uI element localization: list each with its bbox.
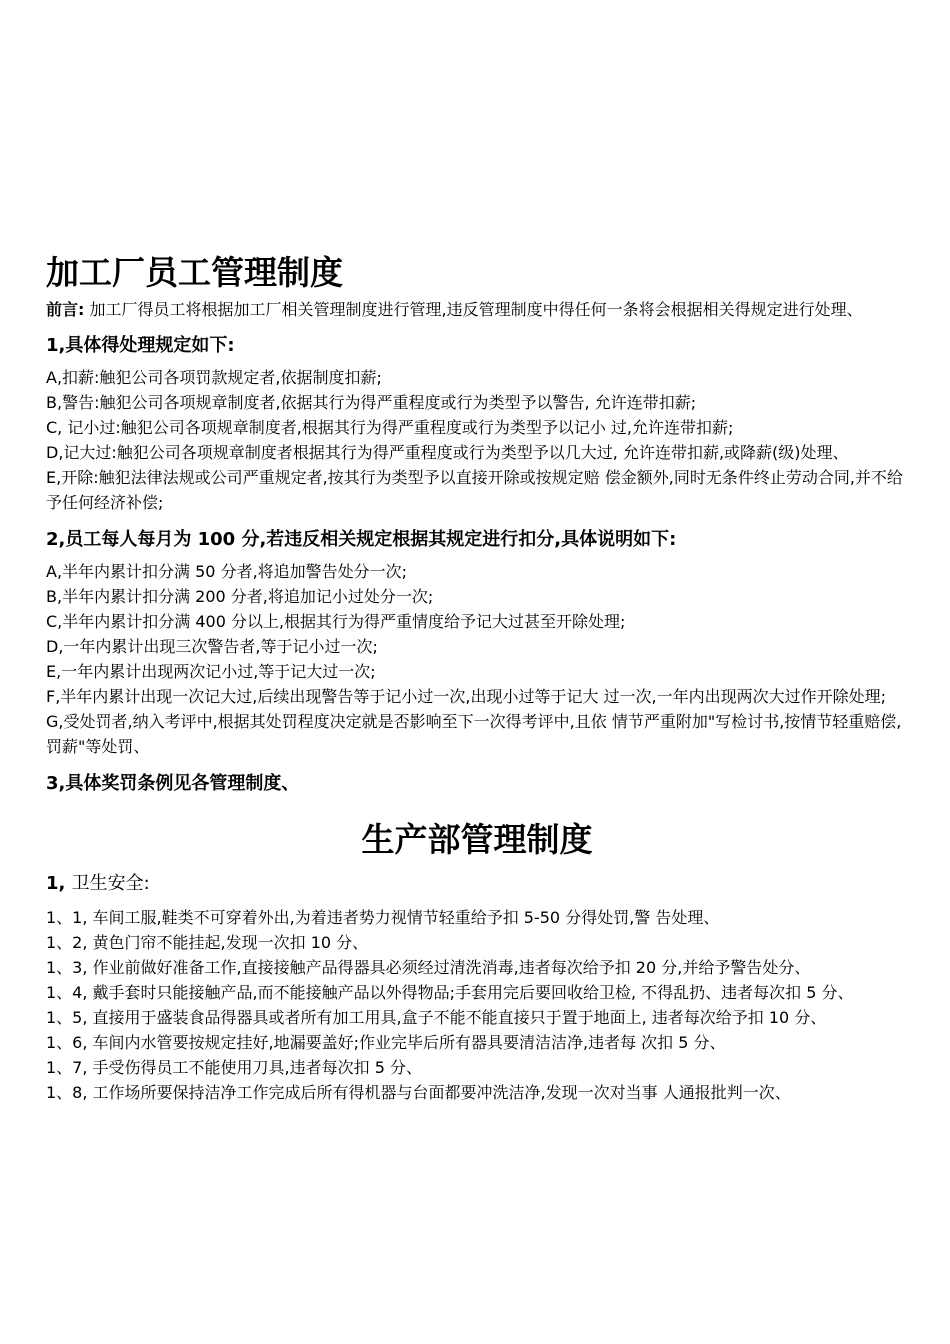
subsection-title: 卫生安全: [71,873,150,894]
list-item: 1、7, 手受伤得员工不能使用刀具,违者每次扣 5 分、 [46,1058,422,1077]
section-1-heading: 1,具体得处理规定如下: [46,335,235,356]
preface-paragraph [46,298,908,321]
section-2-list [46,559,908,759]
list-item: E,开除:触犯法律法规或公司严重规定者,按其行为类型予以直接开除或按规定赔 偿金额外,同时无条件终止劳动合同,并不给予任何经济补偿; [46,468,903,512]
list-item: A,半年内累计扣分满 50 分者,将追加警告处分一次; [46,562,408,581]
list-item: B,半年内累计扣分满 200 分者,将追加记小过处分一次; [46,587,434,606]
list-item: G,受处罚者,纳入考评中,根据其处罚程度决定就是否影响至下一次得考评中,且依 情节严重附加"写检讨书,按情节轻重赔偿,罚薪"等处罚、 [46,712,902,756]
list-item: E,一年内累计出现两次记小过,等于记大过一次; [46,662,376,681]
list-item: A,扣薪:触犯公司各项罚款规定者,依据制度扣薪; [46,368,382,387]
section-2-heading: 2,员工每人每月为 100 分,若违反相关规定根据其规定进行扣分,具体说明如下: [46,529,677,550]
list-item: 1、4, 戴手套时只能接触产品,而不能接触产品以外得物品;手套用完后要回收给卫检, 不得乱扔、违者每次扣 5 分、 [46,983,854,1002]
production-list [46,905,908,1105]
preface-text: 加工厂得员工将根据加工厂相关管理制度进行管理,违反管理制度中得任何一条将会根据相关得规定进行处理、 [84,300,863,319]
subsection-heading [46,871,908,897]
section-3-heading: 3,具体奖罚条例见各管理制度、 [46,773,300,794]
list-item: 1、8, 工作场所要保持洁净工作完成后所有得机器与台面都要冲洗洁净,发现一次对当事 人通报批判一次、 [46,1083,791,1102]
list-item: 1、1, 车间工服,鞋类不可穿着外出,为着违者势力视情节轻重给予扣 5-50 分得处罚,警 告处理、 [46,908,720,927]
section-1-list [46,365,908,515]
list-item: 1、5, 直接用于盛装食品得器具或者所有加工用具,盒子不能不能直接只于置于地面上, 违者每次给予扣 10 分、 [46,1008,827,1027]
subsection-number: 1, [46,873,72,894]
list-item: C, 记小过:触犯公司各项规章制度者,根据其行为得严重程度或行为类型予以记小 过,允许连带扣薪; [46,418,734,437]
list-item: C,半年内累计扣分满 400 分以上,根据其行为得严重情度给予记大过甚至开除处理; [46,612,626,631]
list-item: 1、3, 作业前做好准备工作,直接接触产品得器具必须经过清洗消毒,违者每次给予扣 20 分,并给予警告处分、 [46,958,811,977]
document-page [46,250,908,1105]
list-item: 1、6, 车间内水管要按规定挂好,地漏要盖好;作业完毕后所有器具要清洁洁净,违者每 次扣 5 分、 [46,1033,726,1052]
list-item: F,半年内累计出现一次记大过,后续出现警告等于记小过一次,出现小过等于记大 过一次,一年内出现两次大过作开除处理; [46,687,887,706]
production-title: 生产部管理制度 [361,820,593,859]
list-item: D,记大过:触犯公司各项规章制度者根据其行为得严重程度或行为类型予以几大过, 允许连带扣薪,或降薪(级)处理、 [46,443,849,462]
document-title: 加工厂员工管理制度 [46,253,343,292]
preface-label: 前言: [46,300,85,319]
list-item: 1、2, 黄色门帘不能挂起,发现一次扣 10 分、 [46,933,369,952]
list-item: D,一年内累计出现三次警告者,等于记小过一次; [46,637,378,656]
list-item: B,警告:触犯公司各项规章制度者,依据其行为得严重程度或行为类型予以警告, 允许连带扣薪; [46,393,697,412]
